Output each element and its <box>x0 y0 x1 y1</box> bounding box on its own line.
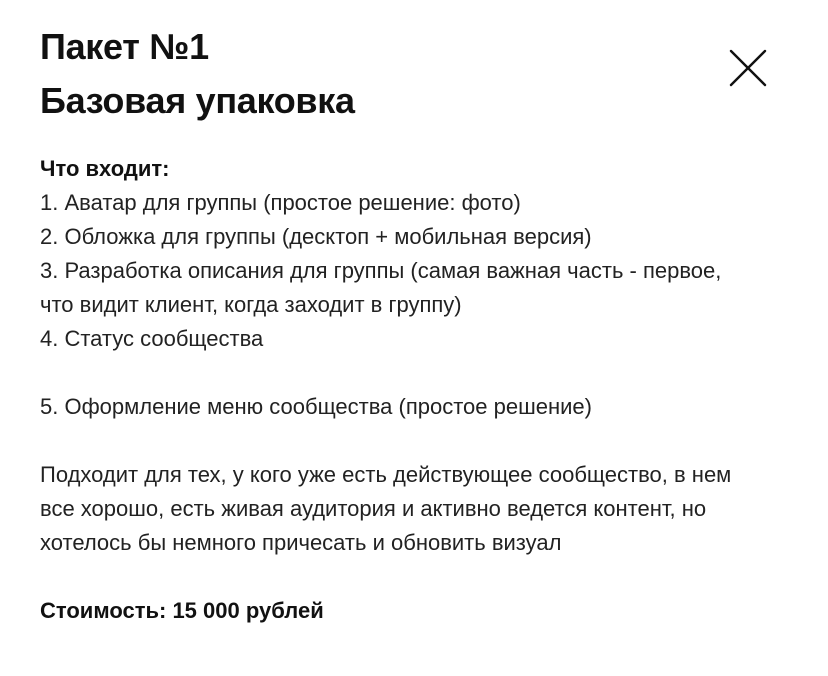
modal-content <box>40 152 800 628</box>
spacer <box>40 560 800 594</box>
close-button[interactable] <box>726 46 770 90</box>
description-line: все хорошо, есть живая аудитория и активно ведется контент, но <box>40 496 707 521</box>
title-line-2: Базовая упаковка <box>40 80 355 121</box>
includes-heading: Что входит: <box>40 156 170 181</box>
price-text: Стоимость: 15 000 рублей <box>40 598 324 623</box>
list-item: 5. Оформление меню сообщества (простое решение) <box>40 394 592 419</box>
description-line: Подходит для тех, у кого уже есть действующее сообщество, в нем <box>40 462 732 487</box>
close-icon <box>726 46 770 90</box>
title-line-1: Пакет №1 <box>40 26 209 67</box>
list-item: что видит клиент, когда заходит в группу) <box>40 292 462 317</box>
list-item: 4. Статус сообщества <box>40 326 264 351</box>
list-item: 3. Разработка описания для группы (самая важная часть - первое, <box>40 258 722 283</box>
spacer <box>40 424 800 458</box>
list-item: 2. Обложка для группы (десктоп + мобильная версия) <box>40 224 592 249</box>
spacer <box>40 356 800 390</box>
list-item: 1. Аватар для группы (простое решение: фото) <box>40 190 521 215</box>
description-line: хотелось бы немного причесать и обновить визуал <box>40 530 562 555</box>
modal-title <box>40 20 355 128</box>
